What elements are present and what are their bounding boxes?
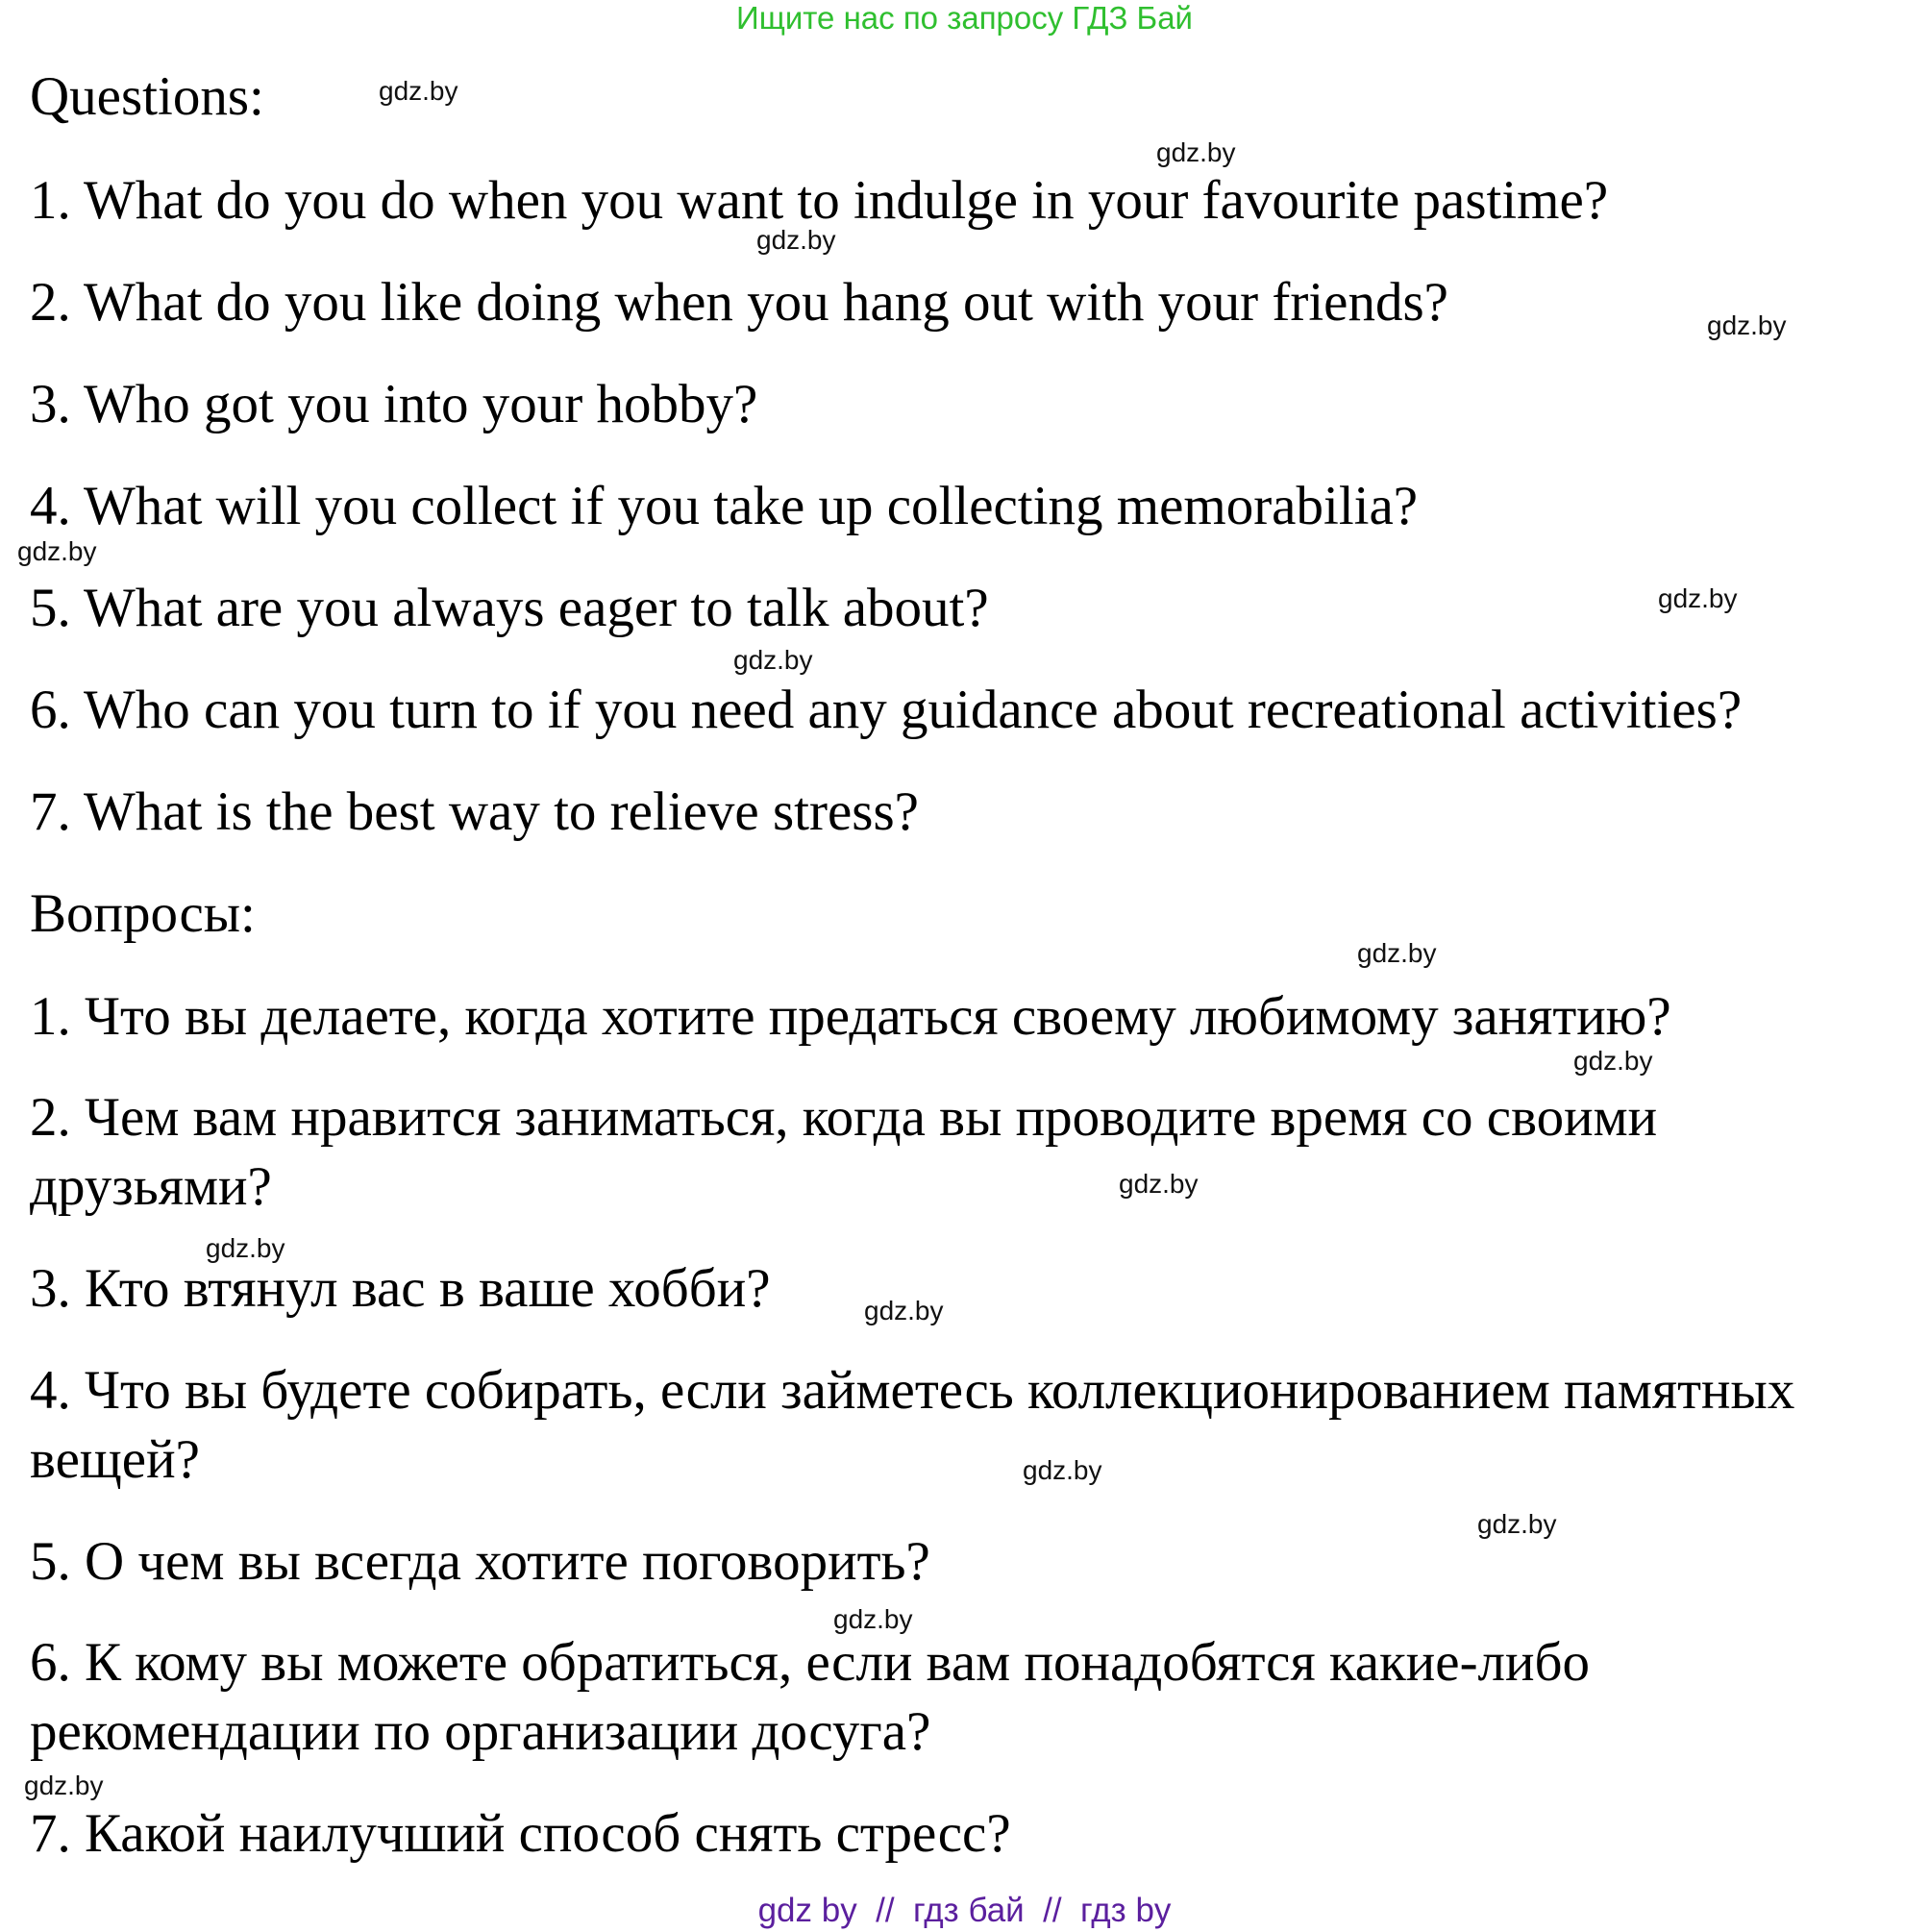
watermark: gdz.by — [1357, 938, 1437, 968]
watermark: gdz.by — [206, 1233, 285, 1263]
voprosy-heading: Вопросы: — [30, 883, 256, 944]
search-banner: Ищите нас по запросу ГДЗ Бай — [736, 0, 1193, 36]
question-en-7: 7. What is the best way to relieve stress? — [30, 781, 919, 842]
question-en-4: 4. What will you collect if you take up collecting memorabilia? — [30, 476, 1419, 536]
watermark: gdz.by — [864, 1296, 944, 1325]
question-ru-1: 1. Что вы делаете, когда хотите предаться своему любимому занятию? — [30, 986, 1671, 1047]
question-en-3: 3. Who got you into your hobby? — [30, 374, 758, 434]
question-ru-2-line-2: друзьями? — [30, 1156, 272, 1217]
watermark: gdz.by — [833, 1604, 913, 1634]
watermark: gdz.by — [24, 1771, 104, 1800]
footer-links: gdz by // гдз бай // гдз by — [757, 1892, 1172, 1929]
watermark: gdz.by — [1658, 583, 1738, 613]
watermark: gdz.by — [1023, 1455, 1102, 1485]
question-en-5: 5. What are you always eager to talk about? — [30, 578, 989, 638]
watermark: gdz.by — [1573, 1046, 1653, 1076]
question-ru-3: 3. Кто втянул вас в ваше хобби? — [30, 1258, 771, 1319]
watermark: gdz.by — [379, 76, 458, 106]
questions-heading: Questions: — [30, 66, 264, 127]
watermark: gdz.by — [1119, 1169, 1199, 1199]
question-en-2: 2. What do you like doing when you hang out with your friends? — [30, 272, 1448, 333]
watermark: gdz.by — [1707, 310, 1787, 340]
question-ru-7: 7. Какой наилучший способ снять стресс? — [30, 1803, 1011, 1864]
question-en-6: 6. Who can you turn to if you need any guidance about recreational activities? — [30, 680, 1743, 740]
watermark: gdz.by — [733, 645, 813, 675]
watermark: gdz.by — [756, 225, 836, 255]
question-ru-2-line-1: 2. Чем вам нравится заниматься, когда вы проводите время со своими — [30, 1087, 1658, 1148]
watermark: gdz.by — [1156, 137, 1236, 167]
watermark: gdz.by — [17, 536, 97, 566]
question-ru-6-line-2: рекомендации по организации досуга? — [30, 1701, 931, 1762]
question-ru-4-line-2: вещей? — [30, 1429, 200, 1490]
question-en-1: 1. What do you do when you want to indulge in your favourite pastime? — [30, 170, 1609, 231]
watermark: gdz.by — [1477, 1509, 1557, 1539]
question-ru-4-line-1: 4. Что вы будете собирать, если займетесь коллекционированием памятных — [30, 1360, 1795, 1421]
question-ru-5: 5. О чем вы всегда хотите поговорить? — [30, 1531, 930, 1592]
question-ru-6-line-1: 6. К кому вы можете обратиться, если вам понадобятся какие-либо — [30, 1632, 1590, 1693]
